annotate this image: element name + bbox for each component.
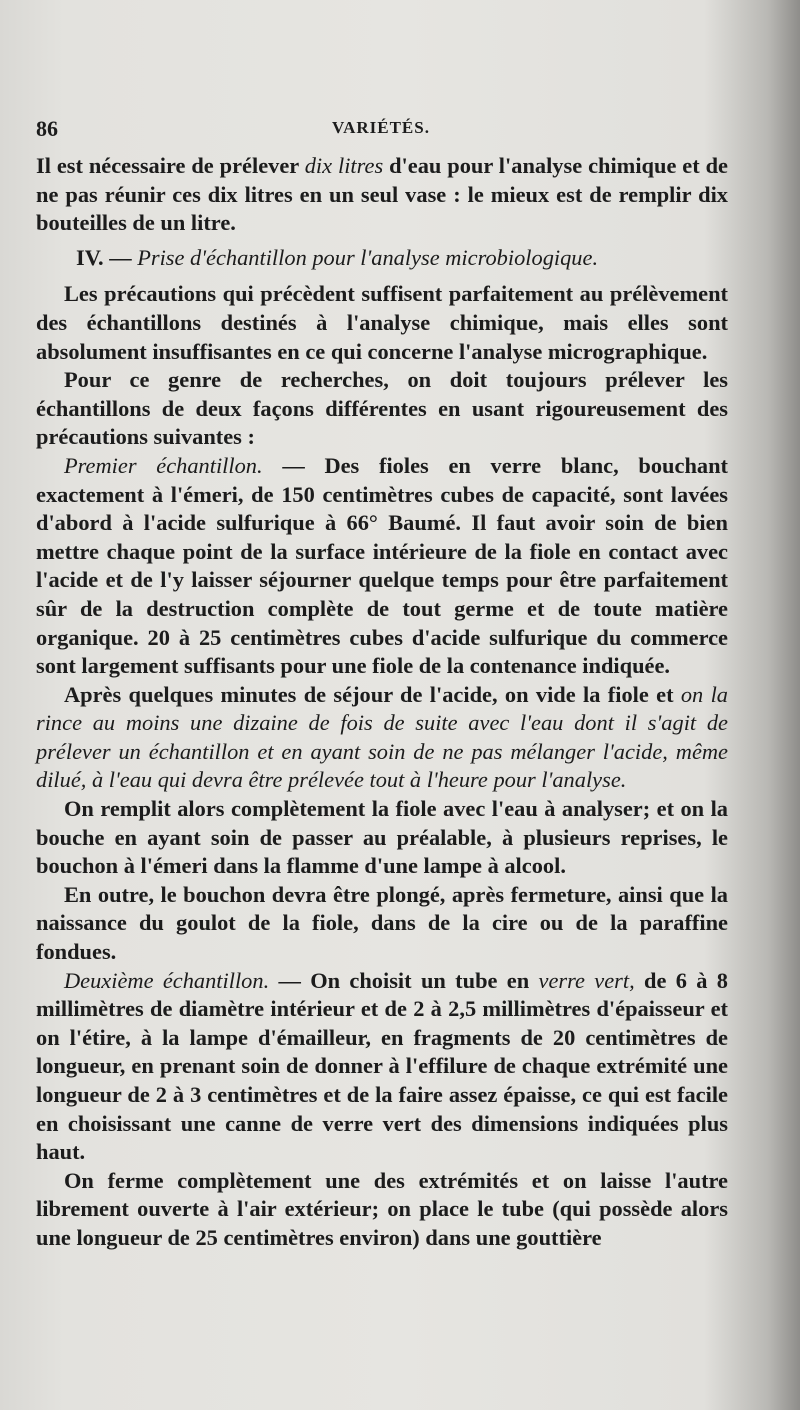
emphasis: dix litres: [304, 153, 384, 178]
text-run: — Des fioles en verre blanc, bouchant exactement à l'émeri, de 150 centimètres cubes de capacité, sont lavées d'abord à l'acide sulfurique à 66° Baumé. Il faut avoir soin de bien mettre chaque point de la surface intérieure de la fiole en contact avec l'acide et de l'y laisser séjourner quelque temps pour être parfaitement sûr de la destruction complète de tout germe et de toute matière organique. 20 à 25 centimètres cubes d'acide sulfurique du commerce sont largement suffisants pour une fiole de la contenance indiquée.: [36, 452, 728, 679]
emphasis: on la rince au moins une dizaine de fois de suite avec l'eau dont il s'agit de prélever un échantillon et en ayant soin de ne pas mélanger l'acide, même dilué, à l'eau qui devra être prélevée tout à l'heure pour l'analyse.: [36, 681, 728, 793]
text-run: de 6 à 8 millimètres de diamètre intérieur et de 2 à 2,5 millimètres d'épaisseur et on l'étire, à la lampe d'émailleur, en fragments de 20 centimètres de longueur, en prenant soin de donner à l'effilure de chaque extrémité une longueur de 2 à 3 centimètres et de la faire assez épaisse, ce qui est facile en choisissant une canne de verre vert des dimensions indiquées plus haut.: [36, 967, 728, 1165]
section-heading: [36, 244, 728, 273]
emphasis: verre vert,: [538, 967, 635, 993]
running-head: VARIÉTÉS.: [332, 118, 430, 137]
paragraph: [36, 152, 728, 238]
text-run: d'eau pour l'analyse chimique et de ne pas réunir ces dix litres en un seul vase : le mieux est de remplir dix bouteilles de un litre.: [36, 153, 728, 236]
section-title: Prise d'échantillon pour l'analyse microbiologique.: [137, 244, 599, 270]
paragraph: [36, 452, 728, 681]
paragraph: Pour ce genre de recherches, on doit toujours prélever les échantillons de deux façons différentes en usant rigoureusement des précautions suivantes :: [36, 367, 728, 450]
section-number: IV. —: [76, 244, 138, 270]
paragraph: [36, 967, 728, 1167]
paragraph: [36, 681, 728, 795]
subheading-second-sample: Deuxième échantillon.: [64, 967, 270, 993]
page-body: [36, 152, 728, 1253]
paragraph: En outre, le bouchon devra être plongé, après fermeture, ainsi que la naissance du goulot de la fiole, dans de la cire ou de la paraffine fondues.: [36, 881, 728, 965]
page-number: 86: [36, 116, 58, 141]
text-run: — On choisit un tube en: [269, 967, 539, 993]
text-run: Après quelques minutes de séjour de l'acide, on vide la fiole et: [64, 681, 681, 707]
paragraph: Les précautions qui précèdent suffisent parfaitement au prélèvement des échantillons destinés à l'analyse chimique, mais elles sont absolument insuffisantes en ce qui concerne l'analyse micrographique.: [36, 281, 728, 364]
subheading-first-sample: Premier échantillon.: [64, 452, 263, 478]
paragraph: On ferme complètement une des extrémités et on laisse l'autre librement ouverte à l'air extérieur; on place le tube (qui possède alors une longueur de 25 centimètres environ) dans une gouttière: [36, 1167, 728, 1250]
text-run: Il est nécessaire de prélever: [36, 153, 305, 178]
page-header: [36, 116, 726, 146]
paragraph: On remplit alors complètement la fiole avec l'eau à analyser; et on la bouche en ayant soin de passer au préalable, à plusieurs reprises, le bouchon à l'émeri dans la flamme d'une lampe à alcool.: [36, 796, 728, 879]
